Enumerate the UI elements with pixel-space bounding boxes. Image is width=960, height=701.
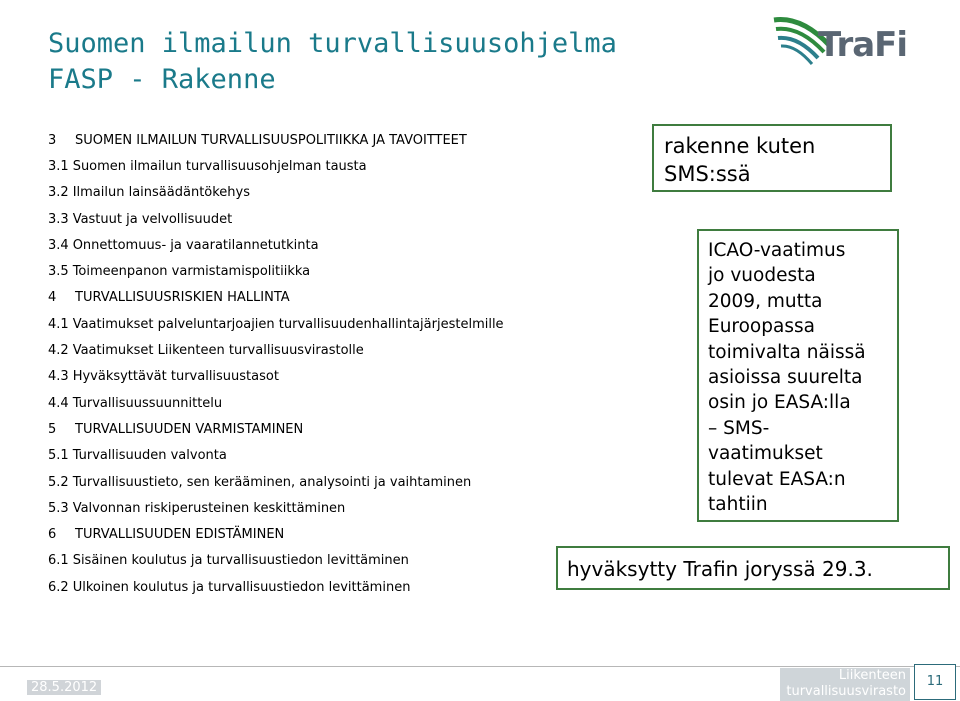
footer-agency bbox=[780, 668, 910, 701]
toc-item-text: Suomen ilmailun turvallisuusohjelman tausta bbox=[72, 158, 367, 174]
toc-item-text: SUOMEN ILMAILUN TURVALLISUUSPOLITIIKKA JA TAVOITTEET bbox=[75, 132, 467, 148]
footer-divider bbox=[0, 666, 960, 667]
callout-icao-line: Euroopassa bbox=[708, 316, 815, 338]
trafi-logo bbox=[772, 12, 932, 72]
callout-icao-line: 2009, mutta bbox=[708, 290, 823, 312]
callout-approval-text: hyväksytty Trafin joryssä 29.3. bbox=[567, 557, 873, 581]
trafi-logo-text: TraFi bbox=[818, 25, 908, 65]
toc-item-number: 3.5 bbox=[48, 264, 69, 280]
slide-title bbox=[48, 26, 748, 98]
toc-item-text: Sisäinen koulutus ja turvallisuustiedon levittäminen bbox=[72, 553, 409, 569]
toc-item-text: Toimeenpanon varmistamispolitiikka bbox=[72, 264, 311, 280]
toc-item-text: Ulkoinen koulutus ja turvallisuustiedon levittäminen bbox=[72, 579, 411, 595]
toc-item-text: Hyväksyttävät turvallisuustasot bbox=[72, 369, 279, 385]
footer-agency-line-2: turvallisuusvirasto bbox=[786, 684, 906, 699]
toc-item-text: Vaatimukset palveluntarjoajien turvallisuudenhallintajärjestelmille bbox=[72, 316, 504, 332]
callout-sms-structure bbox=[652, 124, 892, 192]
page-number: 11 bbox=[914, 664, 956, 700]
callout-icao-line: toimivalta näissä bbox=[708, 341, 866, 363]
toc-item bbox=[48, 390, 578, 416]
footer-agency-line-1: Liikenteen bbox=[838, 668, 906, 683]
toc-item-number: 3.4 bbox=[48, 237, 69, 253]
toc-item-number: 3 bbox=[48, 132, 57, 148]
toc-item bbox=[48, 495, 578, 521]
slide-title-line-1: Suomen ilmailun turvallisuusohjelma bbox=[48, 28, 617, 59]
callout-icao-line: tulevat EASA:n bbox=[708, 468, 846, 490]
toc-item-number: 6.1 bbox=[48, 553, 69, 569]
toc-item bbox=[48, 574, 578, 600]
toc-item-text: Turvallisuuden valvonta bbox=[72, 448, 227, 464]
toc-item-number: 4 bbox=[48, 290, 57, 306]
toc-item bbox=[48, 206, 578, 232]
toc-item-text: TURVALLISUUDEN EDISTÄMINEN bbox=[75, 527, 285, 543]
callout-icao-line: asioissa suurelta bbox=[708, 367, 863, 389]
toc-item bbox=[48, 548, 578, 574]
toc-item-text: Valvonnan riskiperusteinen keskittäminen bbox=[72, 500, 346, 516]
toc-item-number: 4.1 bbox=[48, 316, 69, 332]
toc-item bbox=[48, 285, 578, 311]
toc-item-text: Turvallisuustieto, sen kerääminen, analysointi ja vaihtaminen bbox=[72, 474, 472, 490]
callout-sms-line-2: SMS:ssä bbox=[664, 162, 751, 186]
toc-item-number: 5 bbox=[48, 421, 57, 437]
toc-item-number: 4.4 bbox=[48, 395, 69, 411]
callout-icao-line: vaatimukset bbox=[708, 443, 823, 465]
callout-icao-line: osin jo EASA:lla bbox=[708, 392, 851, 414]
toc-item bbox=[48, 364, 578, 390]
toc-item bbox=[48, 416, 578, 442]
toc-item bbox=[48, 311, 578, 337]
toc-item-text: Ilmailun lainsäädäntökehys bbox=[72, 185, 251, 201]
toc-item-text: Vastuut ja velvollisuudet bbox=[72, 211, 233, 227]
toc-item-number: 4.3 bbox=[48, 369, 69, 385]
toc-item bbox=[48, 443, 578, 469]
toc-item bbox=[48, 258, 578, 284]
callout-icao-requirement bbox=[697, 229, 899, 522]
slide-title-line-2: FASP - Rakenne bbox=[48, 64, 276, 95]
toc-item-number: 6.2 bbox=[48, 579, 69, 595]
toc-item-text: Vaatimukset Liikenteen turvallisuusvirastolle bbox=[72, 343, 364, 359]
footer-date: 28.5.2012 bbox=[27, 680, 101, 695]
toc-item bbox=[48, 153, 578, 179]
toc-item-text: TURVALLISUUSRISKIEN HALLINTA bbox=[75, 290, 290, 306]
callout-icao-line: – SMS- bbox=[708, 417, 770, 439]
toc-item-text: TURVALLISUUDEN VARMISTAMINEN bbox=[75, 421, 304, 437]
toc-item bbox=[48, 469, 578, 495]
toc-item-text: Turvallisuussuunnittelu bbox=[72, 395, 223, 411]
toc-item-number: 3.3 bbox=[48, 211, 69, 227]
callout-icao-line: tahtiin bbox=[708, 494, 768, 516]
toc-item-number: 3.1 bbox=[48, 158, 69, 174]
toc-item-number: 4.2 bbox=[48, 343, 69, 359]
callout-icao-line: jo vuodesta bbox=[708, 265, 816, 287]
toc-item bbox=[48, 180, 578, 206]
toc-item bbox=[48, 232, 578, 258]
callout-sms-line-1: rakenne kuten bbox=[664, 134, 816, 158]
toc-item-number: 5.3 bbox=[48, 500, 69, 516]
toc-item-number: 5.1 bbox=[48, 448, 69, 464]
toc-item bbox=[48, 337, 578, 363]
toc-item-number: 6 bbox=[48, 527, 57, 543]
callout-approval bbox=[556, 546, 950, 590]
toc-item-number: 3.2 bbox=[48, 185, 69, 201]
table-of-contents bbox=[48, 127, 578, 600]
callout-icao-line: ICAO-vaatimus bbox=[708, 240, 846, 261]
toc-item-number: 5.2 bbox=[48, 474, 69, 490]
toc-item bbox=[48, 521, 578, 547]
toc-item-text: Onnettomuus- ja vaaratilannetutkinta bbox=[72, 237, 319, 253]
toc-item bbox=[48, 127, 578, 153]
